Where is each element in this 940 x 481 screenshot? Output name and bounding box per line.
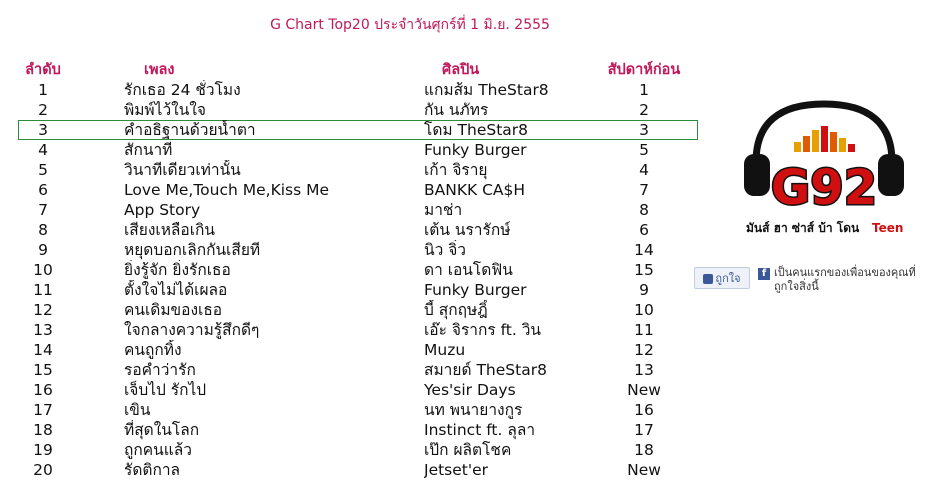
fb-like-label: ถูกใจ xyxy=(715,272,741,285)
artist-cell: เป๊ก ผลิตโชค xyxy=(424,441,512,459)
rank-cell: 2 xyxy=(38,101,48,119)
song-cell: รักเธอ 24 ชั่วโมง xyxy=(124,81,241,99)
fb-social-text: เป็นคนแรกของเพื่อนของคุณที่ถูกใจสิ่งนี้ xyxy=(774,266,916,293)
song-cell: เสียงเหลือเกิน xyxy=(124,221,216,239)
artist-cell: แกมส้ม TheStar8 xyxy=(424,81,549,99)
artist-cell: นท พนายางกูร xyxy=(424,401,523,419)
table-row xyxy=(18,340,708,360)
artist-cell: เอ๊ะ จิรากร ft. วิน xyxy=(424,321,542,339)
rank-cell: 12 xyxy=(33,301,53,319)
prev-week-cell: 2 xyxy=(639,101,649,119)
fb-like-button[interactable] xyxy=(694,267,750,289)
prev-week-cell: 17 xyxy=(634,421,654,439)
table-row xyxy=(18,440,708,460)
table-row xyxy=(18,220,708,240)
table-row xyxy=(18,460,708,480)
prev-week-cell: 12 xyxy=(634,341,654,359)
table-header xyxy=(18,60,708,80)
equalizer-bars xyxy=(794,126,855,152)
chart-table xyxy=(18,60,708,480)
song-cell: ตั้งใจไม่ได้เผลอ xyxy=(124,281,228,299)
table-row xyxy=(18,280,708,300)
table-row xyxy=(18,300,708,320)
song-cell: รัดติกาล xyxy=(124,461,181,479)
artist-cell: นิว จิ๋ว xyxy=(424,241,467,259)
headphone-right-cup xyxy=(878,154,904,196)
thumbs-up-icon xyxy=(703,274,713,284)
prev-week-cell: 8 xyxy=(639,201,649,219)
prev-week-cell: 4 xyxy=(639,161,649,179)
rank-cell: 18 xyxy=(33,421,53,439)
song-cell: คำอธิฐานด้วยน้ำตา xyxy=(124,121,256,139)
artist-cell: เก้า จิรายุ xyxy=(424,161,488,179)
rank-cell: 14 xyxy=(33,341,53,359)
rank-cell: 10 xyxy=(33,261,53,279)
rank-cell: 11 xyxy=(33,281,53,299)
song-cell: ที่สุดในโลก xyxy=(124,421,200,439)
artist-cell: Funky Burger xyxy=(424,141,527,159)
rank-cell: 17 xyxy=(33,401,53,419)
table-row xyxy=(18,420,708,440)
table-row xyxy=(18,260,708,280)
rank-cell: 19 xyxy=(33,441,53,459)
rank-cell: 9 xyxy=(38,241,48,259)
prev-week-cell: 3 xyxy=(639,121,649,139)
table-row xyxy=(18,140,708,160)
song-cell: รอคำว่ารัก xyxy=(124,361,196,379)
table-row xyxy=(18,120,698,140)
song-cell: สักนาที xyxy=(124,141,173,159)
song-cell: วินาทีเดียวเท่านั้น xyxy=(124,161,241,179)
prev-week-cell: 15 xyxy=(634,261,654,279)
header-rank: ลำดับ xyxy=(25,62,61,78)
prev-week-cell: 11 xyxy=(634,321,654,339)
artist-cell: Funky Burger xyxy=(424,281,527,299)
song-cell: ยิ่งรู้จัก ยิ่งรักเธอ xyxy=(124,261,231,279)
prev-week-cell: 16 xyxy=(634,401,654,419)
rank-cell: 13 xyxy=(33,321,53,339)
headphone-left-cup xyxy=(744,154,770,196)
prev-week-cell: 9 xyxy=(639,281,649,299)
song-cell: พิมพ์ไว้ในใจ xyxy=(124,101,206,119)
artist-cell: โดม TheStar8 xyxy=(424,121,529,139)
table-row xyxy=(18,80,708,100)
rank-cell: 15 xyxy=(33,361,53,379)
table-row xyxy=(18,380,708,400)
g92-logo xyxy=(734,92,914,242)
rank-cell: 1 xyxy=(38,81,48,99)
song-cell: Love Me,Touch Me,Kiss Me xyxy=(124,181,330,199)
table-row xyxy=(18,320,708,340)
prev-week-cell: 1 xyxy=(639,81,649,99)
artist-cell: เต้น นรารักษ์ xyxy=(424,221,511,239)
table-row xyxy=(18,180,708,200)
artist-cell: Jetset'er xyxy=(424,461,489,479)
prev-week-cell: 6 xyxy=(639,221,649,239)
header-song: เพลง xyxy=(144,62,175,78)
rank-cell: 20 xyxy=(33,461,53,479)
artist-cell: ดา เอนโดฟิน xyxy=(424,261,513,279)
song-cell: คนถูกทิ้ง xyxy=(124,341,182,359)
rank-cell: 7 xyxy=(38,201,48,219)
table-row xyxy=(18,200,708,220)
table-row xyxy=(18,360,708,380)
rank-cell: 4 xyxy=(38,141,48,159)
rank-cell: 16 xyxy=(33,381,53,399)
artist-cell: กัน นภัทร xyxy=(424,101,489,119)
header-artist: ศิลปิน xyxy=(442,62,480,78)
prev-week-cell: 13 xyxy=(634,361,654,379)
facebook-f-icon: f xyxy=(758,268,770,280)
prev-week-cell: New xyxy=(627,461,661,479)
page-title: G Chart Top20 ประจำวันศุกร์ที่ 1 มิ.ย. 2555 xyxy=(270,17,550,33)
prev-week-cell: 5 xyxy=(639,141,649,159)
song-cell: คนเดิมของเธอ xyxy=(124,301,223,319)
song-cell: ถูกคนแล้ว xyxy=(124,441,192,459)
artist-cell: บี้ สุกฤษฎิ์ xyxy=(424,301,488,319)
artist-cell: มาช่า xyxy=(424,201,463,219)
header-prev-week: สัปดาห์ก่อน xyxy=(607,62,681,78)
artist-cell: BANKK CA$H xyxy=(424,181,526,199)
song-cell: หยุดบอกเลิกกันเสียที xyxy=(124,241,261,259)
logo-tagline: มันส์ ฮา ซ่าส์ บ้า โดน xyxy=(746,221,860,235)
table-row xyxy=(18,240,708,260)
prev-week-cell: 7 xyxy=(639,181,649,199)
artist-cell: Instinct ft. ลุลา xyxy=(424,421,536,439)
prev-week-cell: New xyxy=(627,381,661,399)
rank-cell: 8 xyxy=(38,221,48,239)
rank-cell: 5 xyxy=(38,161,48,179)
artist-cell: สมายด์ TheStar8 xyxy=(424,361,547,379)
table-row xyxy=(18,160,708,180)
table-row xyxy=(18,400,708,420)
artist-cell: Yes'sir Days xyxy=(424,381,516,399)
rank-cell: 3 xyxy=(38,121,48,139)
prev-week-cell: 14 xyxy=(634,241,654,259)
song-cell: App Story xyxy=(124,201,201,219)
song-cell: เจ็บไป รักไป xyxy=(124,381,207,399)
artist-cell: Muzu xyxy=(424,341,466,359)
song-cell: ใจกลางความรู้สึกดีๆ xyxy=(124,321,260,339)
prev-week-cell: 18 xyxy=(634,441,654,459)
table-row xyxy=(18,100,708,120)
rank-cell: 6 xyxy=(38,181,48,199)
logo-brand: G92 xyxy=(770,160,878,216)
song-cell: เขิน xyxy=(124,401,151,419)
table-body xyxy=(18,80,708,480)
prev-week-cell: 10 xyxy=(634,301,654,319)
logo-tagline-accent: Teen xyxy=(872,221,904,235)
